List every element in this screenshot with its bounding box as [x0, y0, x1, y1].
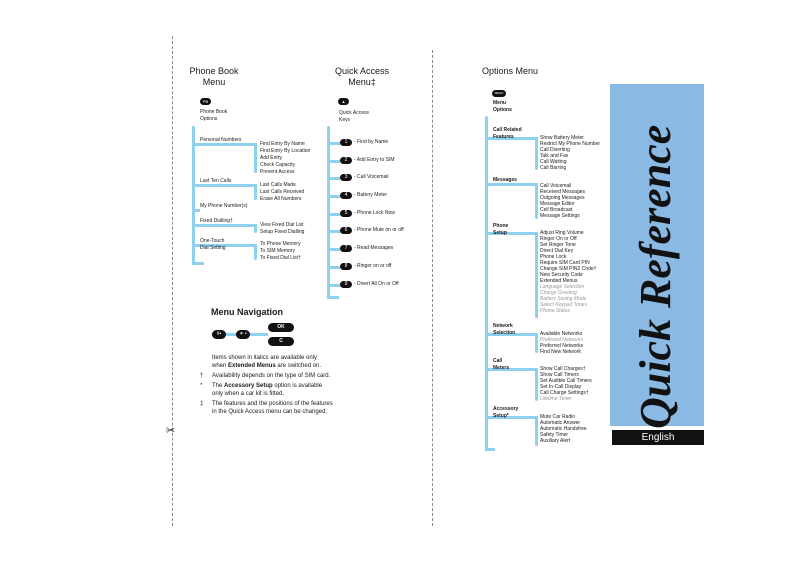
- key-8-icon: 8: [340, 263, 352, 270]
- opt-item: Available Networks: [540, 331, 583, 337]
- qa-branch: [330, 160, 340, 163]
- options-root: Menu Options: [493, 100, 512, 113]
- qa-branch: [330, 177, 340, 180]
- qa-item: - Read Messages: [354, 245, 394, 251]
- pb-group-personal-numbers: Personal Numbers: [200, 137, 242, 143]
- qa-branch: [330, 213, 340, 216]
- opt-item: Call Voicemail: [540, 183, 572, 189]
- opt-item: Phone Lock: [540, 254, 567, 260]
- opt-item: Set Audible Call Timers: [540, 378, 592, 384]
- pb-item: To Fixed Dial List†: [260, 255, 301, 261]
- key-9-icon: 9: [340, 281, 352, 288]
- opt-group-phone-setup: Phone Setup: [493, 223, 509, 236]
- pb-sub-line: [254, 224, 257, 233]
- opt-item: Talk and Fax: [540, 153, 569, 159]
- opt-item: Find New Network: [540, 349, 581, 355]
- quick-access-title: Quick Access Menu‡: [334, 66, 390, 87]
- opt-sub-line: [535, 333, 538, 353]
- footnote-double-dagger: ‡ The features and the positions of the features in the Quick Access menu can be changed.: [200, 401, 333, 415]
- quick-reference-title: Quick Reference: [631, 124, 680, 429]
- key-7-icon: 7: [340, 245, 352, 252]
- quick-access-tree-line: [327, 126, 330, 298]
- hash-key-icon: #•: [212, 330, 226, 339]
- pb-item: Last Calls Received: [260, 189, 305, 195]
- pb-group-last-ten-calls: Last Ten Calls: [200, 178, 232, 184]
- qa-item: - Phone Mute on or off: [354, 227, 404, 233]
- opt-item: Auxiliary Alert: [540, 438, 571, 444]
- opt-group-call-meters: Call Meters: [493, 358, 510, 371]
- opt-sub-line: [535, 232, 538, 318]
- quick-access-root: Quick Access Keys: [339, 110, 370, 123]
- pb-item: Prevent Access: [260, 169, 295, 175]
- pb-item: Check Capacity: [260, 162, 296, 168]
- key-6-icon: 6: [340, 227, 352, 234]
- pb-sub-line: [254, 184, 257, 200]
- opt-item: New Security Code: [540, 272, 583, 278]
- menu-navigation-title: Menu Navigation: [211, 307, 284, 317]
- opt-item-extended: Phone Status: [540, 308, 571, 314]
- quick-access-tree-bottom: [327, 296, 339, 299]
- pb-item: View Fixed Dial List: [260, 222, 304, 228]
- opt-item: Adjust Ring Volume: [540, 230, 584, 236]
- nav-note: Items shown in italics are available only when Extended Menus are switched on.: [212, 355, 322, 369]
- opt-item: Change SIM PIN2 Code†: [540, 266, 597, 272]
- opt-item: Require SIM Card PIN: [540, 260, 590, 266]
- phonebook-title: Phone Book Menu: [189, 66, 239, 87]
- key-4-icon: 4: [340, 192, 352, 199]
- opt-group-accessory: Accessory Setup*: [493, 406, 519, 419]
- pb-item: To Phone Memory: [260, 241, 301, 247]
- qa-branch: [330, 248, 340, 251]
- opt-item-extended: Preferred Networks: [540, 337, 584, 343]
- opt-item: Ringer On or Off: [540, 236, 577, 242]
- qa-item: - Ringer on or off: [354, 263, 392, 269]
- options-tree-line: [485, 116, 488, 450]
- c-key-icon: C: [268, 337, 294, 346]
- language-label: English: [612, 430, 704, 445]
- phonebook-root: Phone Book Options: [200, 109, 228, 122]
- quick-reference-band: [610, 84, 704, 429]
- menu-key-icon: MENU: [492, 90, 506, 97]
- pb-sub-line: [254, 143, 257, 173]
- opt-item: Show Call Charges†: [540, 366, 586, 372]
- pb-item: To SIM Memory: [260, 248, 296, 254]
- qa-item: - Battery Meter: [354, 192, 388, 198]
- pb-item: Find Entry By Location: [260, 148, 311, 154]
- key-5-icon: 5: [340, 210, 352, 217]
- opt-item: Show Battery Meter: [540, 135, 584, 141]
- quick-access-up-icon: ▲: [338, 98, 349, 105]
- pb-item: Find Entry By Name: [260, 141, 305, 147]
- pb-group-fixed-dialling: Fixed Dialling†: [200, 218, 233, 224]
- opt-item-extended: Charge Greeting: [540, 290, 577, 296]
- options-tree-bottom: [485, 448, 495, 451]
- opt-item: Call Waiting: [540, 159, 567, 165]
- opt-item: Safety Timer: [540, 432, 569, 438]
- pb-sub-line: [254, 244, 257, 260]
- opt-item-extended: Lifetime Timer: [540, 396, 572, 402]
- opt-item: Automatic Answer: [540, 420, 581, 426]
- opt-item: Outgoing Messages: [540, 195, 585, 201]
- opt-item: Received Messages: [540, 189, 586, 195]
- qa-branch: [330, 142, 340, 145]
- pb-item: Last Calls Made: [260, 182, 296, 188]
- opt-item: Preferred Networks: [540, 343, 584, 349]
- opt-item: Call Charge Settings†: [540, 390, 589, 396]
- opt-item: Cell Broadcast: [540, 207, 573, 213]
- opt-item: Restrict My Phone Number: [540, 141, 601, 147]
- qa-item: - Phone Lock Now: [354, 210, 395, 216]
- opt-item: Call Barring: [540, 165, 567, 171]
- qa-branch: [330, 266, 340, 269]
- opt-group-call-related: Call Related Features: [493, 127, 522, 140]
- pb-item: Setup Fixed Dialling: [260, 229, 305, 235]
- opt-item: Mute Car Radio: [540, 414, 576, 420]
- opt-item-extended: Select Keypad Tones: [540, 302, 588, 308]
- opt-item: Show Call Timers: [540, 372, 579, 378]
- opt-sub-line: [535, 137, 538, 170]
- opt-group-messages: Messages: [493, 177, 517, 183]
- qa-item: - Divert All On or Off: [354, 281, 399, 287]
- key-3-icon: 3: [340, 174, 352, 181]
- phonebook-tree-bottom: [192, 262, 204, 265]
- pb-item: Erase All Numbers: [260, 196, 302, 202]
- star-key-icon: ✶ •: [236, 330, 250, 339]
- opt-sub-line: [535, 416, 538, 446]
- pb-group-my-phone-numbers: My Phone Number(s): [200, 203, 248, 209]
- options-menu-title: Options Menu: [482, 66, 539, 76]
- qa-branch: [330, 195, 340, 198]
- pb-item: Add Entry: [260, 155, 282, 161]
- pb-group-one-touch: One-Touch Dial Setting: [200, 238, 226, 251]
- phonebook-key-icon: PB: [200, 98, 211, 105]
- opt-item: Message Settings: [540, 213, 580, 219]
- scissors-icon: ✂: [166, 425, 176, 437]
- qa-branch: [330, 230, 340, 233]
- footnote-asterisk: * The Accessory Setup option is available only when a car kit is fitted.: [200, 383, 323, 397]
- opt-sub-line: [535, 183, 538, 219]
- opt-sub-line: [535, 368, 538, 401]
- cut-line-left: [172, 36, 173, 526]
- opt-item-extended: Language Selection: [540, 284, 585, 290]
- key-2-icon: 2: [340, 157, 352, 164]
- opt-item: Automatic Handsfree: [540, 426, 587, 432]
- opt-item: Extended Menus: [540, 278, 578, 284]
- opt-item: Direct Dial Key: [540, 248, 574, 254]
- qa-item: - Call Voicemail: [354, 174, 389, 180]
- footnote-dagger: † Availability depends on the type of SIM card.: [200, 373, 331, 379]
- opt-item-extended: Battery Saving Mode: [540, 296, 587, 302]
- opt-item: Set In-Call Display: [540, 384, 582, 390]
- opt-item: Set Ringer Tone: [540, 242, 576, 248]
- qa-item: - Add Entry to SIM: [354, 157, 395, 163]
- ok-key-icon: OK: [268, 323, 294, 332]
- opt-group-network: Network Selection: [493, 323, 516, 336]
- qa-branch: [330, 284, 340, 287]
- qa-item: - Find by Name: [354, 139, 389, 145]
- opt-item: Message Editor: [540, 201, 575, 207]
- fold-line-middle: [432, 50, 433, 526]
- opt-item: Call Diverting: [540, 147, 570, 153]
- key-1-icon: 1: [340, 139, 352, 146]
